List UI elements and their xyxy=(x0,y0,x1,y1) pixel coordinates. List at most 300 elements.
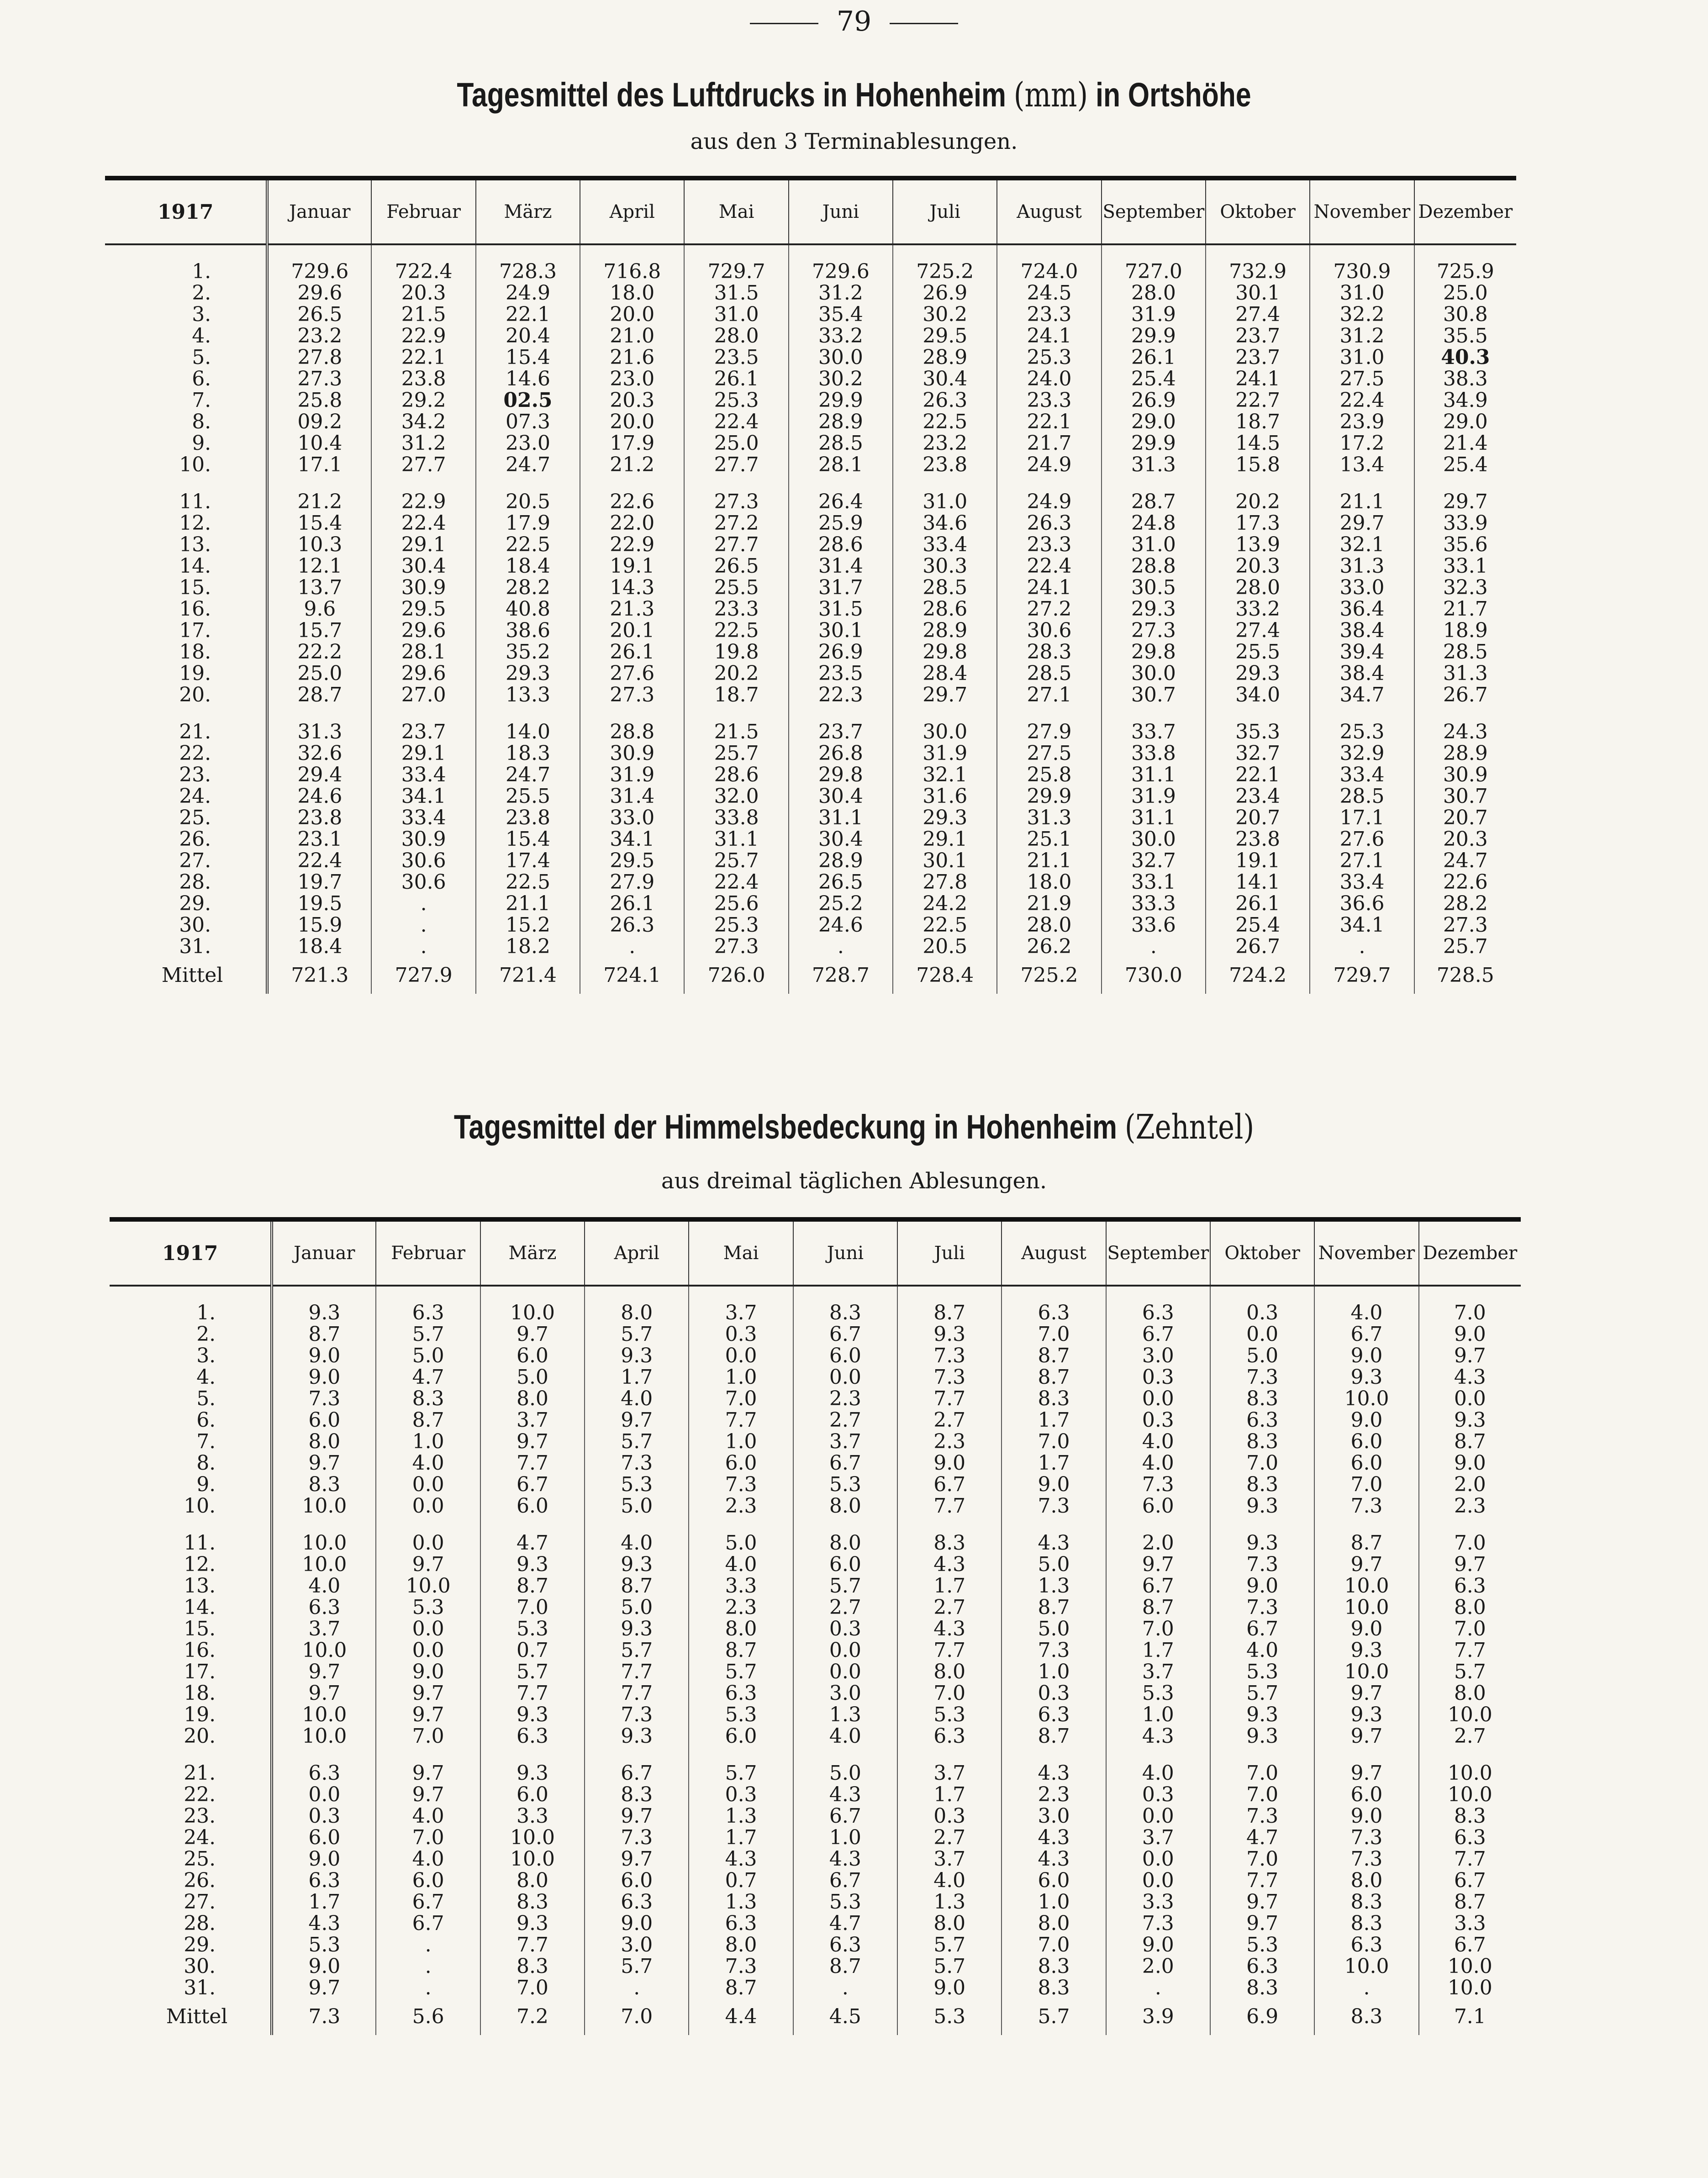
spacer-row xyxy=(105,706,1516,721)
month-header: September xyxy=(1106,1219,1210,1286)
spacer-cell xyxy=(580,706,684,721)
value-cell: 9.0 xyxy=(1314,1805,1418,1827)
value-cell: 31.3 xyxy=(1310,555,1414,577)
day-label: 15. xyxy=(110,1618,272,1640)
value-cell: 9.7 xyxy=(1210,1891,1314,1913)
value-cell: 6.0 xyxy=(1314,1431,1418,1452)
month-header: Juli xyxy=(897,1219,1002,1286)
value-cell: 22.0 xyxy=(580,512,684,534)
value-cell: 9.0 xyxy=(272,1345,376,1366)
value-cell: 24.1 xyxy=(997,577,1101,598)
value-cell: 32.2 xyxy=(1310,304,1414,325)
value-cell: 2.3 xyxy=(1002,1784,1106,1805)
value-cell: 23.3 xyxy=(997,304,1101,325)
mittel-value: 8.3 xyxy=(1314,1999,1418,2035)
value-cell: 7.3 xyxy=(585,1827,689,1848)
value-cell: 9.7 xyxy=(480,1324,585,1345)
value-cell: 2.0 xyxy=(1419,1474,1521,1495)
value-cell: 30.9 xyxy=(371,828,475,850)
value-cell: 4.3 xyxy=(793,1784,897,1805)
day-label: 29. xyxy=(110,1934,272,1956)
value-cell: 27.0 xyxy=(371,684,475,706)
value-cell: 22.9 xyxy=(371,325,475,347)
value-cell: 9.7 xyxy=(585,1848,689,1870)
value-cell: 6.7 xyxy=(1210,1618,1314,1640)
spacer-cell xyxy=(105,706,267,721)
value-cell: 6.7 xyxy=(1419,1870,1521,1891)
value-cell: 0.0 xyxy=(376,1640,480,1661)
value-cell: 7.3 xyxy=(1210,1597,1314,1618)
value-cell: 25.5 xyxy=(476,786,580,807)
value-cell: 9.0 xyxy=(1314,1409,1418,1431)
value-cell: 14.5 xyxy=(1206,432,1310,454)
value-cell: 26.9 xyxy=(789,641,893,663)
value-cell: 27.1 xyxy=(1310,850,1414,871)
value-cell: 8.7 xyxy=(1314,1532,1418,1554)
table-row xyxy=(105,684,1516,706)
month-header: Januar xyxy=(267,178,371,244)
value-cell: 9.3 xyxy=(272,1302,376,1324)
value-cell: 6.0 xyxy=(793,1554,897,1575)
value-cell: 29.3 xyxy=(893,807,997,828)
day-label: 12. xyxy=(105,512,267,534)
value-cell: 25.9 xyxy=(789,512,893,534)
value-cell: 3.3 xyxy=(480,1805,585,1827)
value-cell: 6.0 xyxy=(480,1495,585,1517)
value-cell: 39.4 xyxy=(1310,641,1414,663)
value-cell: 9.0 xyxy=(376,1661,480,1682)
value-cell: 22.6 xyxy=(1414,871,1516,893)
spacer-cell xyxy=(793,1286,897,1302)
day-label: 27. xyxy=(110,1891,272,1913)
value-cell: 9.7 xyxy=(376,1554,480,1575)
value-cell: 28.0 xyxy=(684,325,788,347)
value-cell: 24.0 xyxy=(997,368,1101,390)
value-cell: 9.3 xyxy=(1314,1704,1418,1725)
value-cell: 23.7 xyxy=(789,721,893,743)
value-cell: 31.1 xyxy=(1102,764,1206,786)
mittel-value: 7.2 xyxy=(480,1999,585,2035)
value-cell: 31.2 xyxy=(1310,325,1414,347)
value-cell: 29.9 xyxy=(1102,432,1206,454)
value-cell: 33.4 xyxy=(1310,871,1414,893)
value-cell: . xyxy=(1310,936,1414,957)
value-cell: 8.3 xyxy=(272,1474,376,1495)
mittel-value: 728.4 xyxy=(893,957,997,994)
value-cell: 8.3 xyxy=(480,1956,585,1977)
value-cell: 1.7 xyxy=(897,1784,1002,1805)
spacer-cell xyxy=(1210,1286,1314,1302)
value-cell: 31.3 xyxy=(997,807,1101,828)
day-label: 7. xyxy=(105,390,267,411)
value-cell: 7.0 xyxy=(480,1977,585,1999)
value-cell: 29.5 xyxy=(371,598,475,620)
value-cell: 9.7 xyxy=(272,1682,376,1704)
value-cell: 5.7 xyxy=(585,1956,689,1977)
value-cell: 7.7 xyxy=(1419,1848,1521,1870)
value-cell: 4.0 xyxy=(585,1532,689,1554)
value-cell: 6.3 xyxy=(585,1891,689,1913)
value-cell: 30.8 xyxy=(1414,304,1516,325)
value-cell: 15.4 xyxy=(476,347,580,368)
day-label: 4. xyxy=(110,1366,272,1388)
table-row xyxy=(105,807,1516,828)
value-cell: 22.1 xyxy=(997,411,1101,432)
table-row xyxy=(110,1682,1521,1704)
value-cell: 30.0 xyxy=(893,721,997,743)
value-cell: 30.2 xyxy=(789,368,893,390)
value-cell: 0.3 xyxy=(1002,1682,1106,1704)
value-cell: 10.0 xyxy=(1419,1977,1521,1999)
value-cell: 4.3 xyxy=(793,1848,897,1870)
value-cell: 6.3 xyxy=(272,1597,376,1618)
value-cell: 9.3 xyxy=(585,1345,689,1366)
value-cell: 4.3 xyxy=(1106,1725,1210,1747)
value-cell: 31.4 xyxy=(789,555,893,577)
month-header: April xyxy=(585,1219,689,1286)
value-cell: 10.3 xyxy=(267,534,371,555)
value-cell: 7.7 xyxy=(585,1682,689,1704)
value-cell: 23.8 xyxy=(371,368,475,390)
value-cell: 12.1 xyxy=(267,555,371,577)
value-cell: 722.4 xyxy=(371,261,475,282)
value-cell: 34.6 xyxy=(893,512,997,534)
day-label: 18. xyxy=(110,1682,272,1704)
value-cell: 2.3 xyxy=(793,1388,897,1409)
day-label: 23. xyxy=(105,764,267,786)
value-cell: 10.0 xyxy=(272,1495,376,1517)
value-cell: 0.0 xyxy=(1210,1324,1314,1345)
value-cell: 25.0 xyxy=(684,432,788,454)
value-cell: 0.3 xyxy=(689,1324,793,1345)
value-cell: 23.8 xyxy=(476,807,580,828)
value-cell: 5.3 xyxy=(1210,1661,1314,1682)
value-cell: 27.9 xyxy=(997,721,1101,743)
value-cell: 8.0 xyxy=(793,1532,897,1554)
value-cell: 26.3 xyxy=(997,512,1101,534)
value-cell: 02.5 xyxy=(476,390,580,411)
value-cell: 8.3 xyxy=(1314,1891,1418,1913)
value-cell: 24.3 xyxy=(1414,721,1516,743)
value-cell: 33.4 xyxy=(371,764,475,786)
value-cell: 29.7 xyxy=(1310,512,1414,534)
value-cell: 9.0 xyxy=(1419,1324,1521,1345)
value-cell: . xyxy=(585,1977,689,1999)
value-cell: 7.3 xyxy=(1314,1848,1418,1870)
spacer-cell xyxy=(893,475,997,491)
value-cell: 10.0 xyxy=(1314,1661,1418,1682)
value-cell: 38.4 xyxy=(1310,620,1414,641)
value-cell: 25.4 xyxy=(1414,454,1516,475)
value-cell: 6.0 xyxy=(1106,1495,1210,1517)
value-cell: 20.4 xyxy=(476,325,580,347)
value-cell: 10.0 xyxy=(1314,1575,1418,1597)
value-cell: 25.7 xyxy=(684,850,788,871)
value-cell: 8.7 xyxy=(1419,1431,1521,1452)
value-cell: 9.7 xyxy=(480,1431,585,1452)
table2-title-main: Tagesmittel der Himmelsbedeckung in Hohenheim xyxy=(453,1108,1117,1146)
value-cell: 29.6 xyxy=(371,663,475,684)
table-row xyxy=(110,1640,1521,1661)
month-header: Juli xyxy=(893,178,997,244)
table-row xyxy=(105,390,1516,411)
value-cell: 33.4 xyxy=(893,534,997,555)
value-cell: 24.9 xyxy=(476,282,580,304)
value-cell: 1.7 xyxy=(1002,1409,1106,1431)
month-header: Februar xyxy=(371,178,475,244)
value-cell: 7.3 xyxy=(585,1704,689,1725)
value-cell: 26.7 xyxy=(1206,936,1310,957)
value-cell: 30.5 xyxy=(1102,577,1206,598)
value-cell: . xyxy=(376,1977,480,1999)
value-cell: 27.2 xyxy=(684,512,788,534)
value-cell: 0.0 xyxy=(793,1661,897,1682)
value-cell: 5.3 xyxy=(480,1618,585,1640)
value-cell: 7.3 xyxy=(585,1452,689,1474)
value-cell: 28.5 xyxy=(997,663,1101,684)
table-row xyxy=(105,577,1516,598)
value-cell: . xyxy=(1314,1977,1418,1999)
value-cell: 34.1 xyxy=(580,828,684,850)
spacer-cell xyxy=(689,1517,793,1532)
value-cell: 30.0 xyxy=(1102,663,1206,684)
value-cell: 07.3 xyxy=(476,411,580,432)
value-cell: 21.2 xyxy=(580,454,684,475)
value-cell: 8.0 xyxy=(480,1870,585,1891)
value-cell: 9.7 xyxy=(376,1704,480,1725)
value-cell: 29.7 xyxy=(893,684,997,706)
value-cell: 28.8 xyxy=(1102,555,1206,577)
day-label: 3. xyxy=(110,1345,272,1366)
table-row xyxy=(105,850,1516,871)
value-cell: 6.3 xyxy=(272,1870,376,1891)
value-cell: 6.7 xyxy=(376,1891,480,1913)
value-cell: 4.0 xyxy=(689,1554,793,1575)
spacer-cell xyxy=(684,706,788,721)
value-cell: 31.0 xyxy=(1310,282,1414,304)
value-cell: 25.3 xyxy=(1310,721,1414,743)
value-cell: 7.7 xyxy=(689,1409,793,1431)
value-cell: 19.1 xyxy=(580,555,684,577)
value-cell: 36.4 xyxy=(1310,598,1414,620)
day-label: 26. xyxy=(110,1870,272,1891)
value-cell: 26.1 xyxy=(1102,347,1206,368)
value-cell: 716.8 xyxy=(580,261,684,282)
value-cell: 24.7 xyxy=(1414,850,1516,871)
day-label: 21. xyxy=(110,1762,272,1784)
value-cell: 1.3 xyxy=(793,1704,897,1725)
value-cell: 30.1 xyxy=(893,850,997,871)
day-label: 23. xyxy=(110,1805,272,1827)
value-cell: 31.1 xyxy=(789,807,893,828)
value-cell: 27.3 xyxy=(580,684,684,706)
value-cell: 0.3 xyxy=(1106,1409,1210,1431)
value-cell: 10.0 xyxy=(1314,1597,1418,1618)
table1-title xyxy=(154,75,1555,115)
spacer-cell xyxy=(1314,1286,1418,1302)
pressure-table xyxy=(105,176,1516,994)
value-cell: 8.3 xyxy=(376,1388,480,1409)
mittel-value: 5.3 xyxy=(897,1999,1002,2035)
value-cell: 1.7 xyxy=(585,1366,689,1388)
value-cell: 27.8 xyxy=(267,347,371,368)
value-cell: 2.7 xyxy=(793,1409,897,1431)
value-cell: 27.3 xyxy=(267,368,371,390)
value-cell: 9.0 xyxy=(1314,1345,1418,1366)
spacer-cell xyxy=(1419,1747,1521,1762)
spacer-cell xyxy=(689,1747,793,1762)
value-cell: 7.0 xyxy=(376,1725,480,1747)
day-label: 24. xyxy=(110,1827,272,1848)
value-cell: 21.2 xyxy=(267,491,371,512)
value-cell: 33.1 xyxy=(1102,871,1206,893)
spacer-cell xyxy=(684,475,788,491)
value-cell: 27.5 xyxy=(1310,368,1414,390)
value-cell: 3.7 xyxy=(480,1409,585,1431)
day-label: 26. xyxy=(105,828,267,850)
value-cell: 28.6 xyxy=(684,764,788,786)
value-cell: 724.0 xyxy=(997,261,1101,282)
day-label: 2. xyxy=(110,1324,272,1345)
spacer-cell xyxy=(684,244,788,261)
value-cell: 30.6 xyxy=(371,871,475,893)
value-cell: 09.2 xyxy=(267,411,371,432)
value-cell: 24.7 xyxy=(476,764,580,786)
value-cell: 6.7 xyxy=(793,1324,897,1345)
value-cell: 27.7 xyxy=(684,534,788,555)
value-cell: 6.7 xyxy=(585,1762,689,1784)
value-cell: 27.5 xyxy=(997,743,1101,764)
value-cell: 8.0 xyxy=(1314,1870,1418,1891)
value-cell: 9.3 xyxy=(480,1762,585,1784)
value-cell: 4.3 xyxy=(1002,1532,1106,1554)
value-cell: 27.3 xyxy=(684,936,788,957)
value-cell: 29.8 xyxy=(1102,641,1206,663)
value-cell: 31.0 xyxy=(684,304,788,325)
day-label: 20. xyxy=(105,684,267,706)
value-cell: 29.3 xyxy=(1102,598,1206,620)
value-cell: 6.3 xyxy=(1210,1956,1314,1977)
value-cell: 18.7 xyxy=(1206,411,1310,432)
value-cell: 7.0 xyxy=(1419,1302,1521,1324)
value-cell: 34.9 xyxy=(1414,390,1516,411)
mittel-value: 729.7 xyxy=(1310,957,1414,994)
table-row xyxy=(110,1345,1521,1366)
value-cell: 6.7 xyxy=(1314,1324,1418,1345)
spacer-cell xyxy=(793,1747,897,1762)
value-cell: 8.7 xyxy=(689,1977,793,1999)
value-cell: 7.3 xyxy=(1210,1366,1314,1388)
value-cell: 30.0 xyxy=(1102,828,1206,850)
value-cell: 0.0 xyxy=(376,1618,480,1640)
mittel-value: 728.7 xyxy=(789,957,893,994)
value-cell: 10.0 xyxy=(1419,1704,1521,1725)
spacer-cell xyxy=(1314,1747,1418,1762)
value-cell: 8.3 xyxy=(1210,1431,1314,1452)
value-cell: 28.2 xyxy=(1414,893,1516,914)
value-cell: 3.0 xyxy=(1002,1805,1106,1827)
spacer-cell xyxy=(1102,244,1206,261)
value-cell: 20.3 xyxy=(580,390,684,411)
value-cell: 0.0 xyxy=(689,1345,793,1366)
value-cell: 20.2 xyxy=(1206,491,1310,512)
table-row xyxy=(110,1302,1521,1324)
value-cell: 33.4 xyxy=(371,807,475,828)
value-cell: 9.0 xyxy=(272,1956,376,1977)
day-label: 2. xyxy=(105,282,267,304)
value-cell: 19.8 xyxy=(684,641,788,663)
value-cell: 9.3 xyxy=(585,1554,689,1575)
value-cell: 0.0 xyxy=(376,1474,480,1495)
value-cell: 2.3 xyxy=(689,1495,793,1517)
value-cell: 34.1 xyxy=(1310,914,1414,936)
value-cell: 9.3 xyxy=(897,1324,1002,1345)
mittel-value: 7.0 xyxy=(585,1999,689,2035)
table-row xyxy=(110,1495,1521,1517)
value-cell: 8.7 xyxy=(1002,1725,1106,1747)
value-cell: 23.1 xyxy=(267,828,371,850)
value-cell: 7.7 xyxy=(480,1452,585,1474)
value-cell: 30.1 xyxy=(789,620,893,641)
table2-title xyxy=(154,1107,1555,1147)
value-cell: 20.3 xyxy=(1206,555,1310,577)
value-cell: 9.7 xyxy=(376,1784,480,1805)
value-cell: 4.0 xyxy=(1106,1452,1210,1474)
value-cell: 6.3 xyxy=(689,1682,793,1704)
value-cell: 28.6 xyxy=(789,534,893,555)
value-cell: 28.6 xyxy=(893,598,997,620)
value-cell: 5.7 xyxy=(1210,1682,1314,1704)
table2-title-unit: (Zehntel) xyxy=(1124,1107,1255,1147)
value-cell: 9.3 xyxy=(480,1913,585,1934)
month-header: Mai xyxy=(684,178,788,244)
day-label: 22. xyxy=(110,1784,272,1805)
value-cell: 34.7 xyxy=(1310,684,1414,706)
spacer-cell xyxy=(1310,475,1414,491)
value-cell: 5.7 xyxy=(480,1661,585,1682)
spacer-cell xyxy=(1206,475,1310,491)
value-cell: 31.3 xyxy=(1102,454,1206,475)
day-label: 9. xyxy=(110,1474,272,1495)
value-cell: 31.9 xyxy=(1102,304,1206,325)
table-row xyxy=(110,1805,1521,1827)
value-cell: 28.5 xyxy=(789,432,893,454)
value-cell: . xyxy=(580,936,684,957)
spacer-cell xyxy=(1414,475,1516,491)
value-cell: 15.4 xyxy=(476,828,580,850)
value-cell: 17.1 xyxy=(1310,807,1414,828)
day-label: 8. xyxy=(105,411,267,432)
value-cell: 27.1 xyxy=(997,684,1101,706)
value-cell: 5.7 xyxy=(585,1324,689,1345)
value-cell: 27.7 xyxy=(371,454,475,475)
day-label: 14. xyxy=(105,555,267,577)
value-cell: 4.3 xyxy=(1002,1762,1106,1784)
value-cell: 5.7 xyxy=(376,1324,480,1345)
value-cell: 4.0 xyxy=(376,1848,480,1870)
value-cell: 7.3 xyxy=(689,1956,793,1977)
value-cell: 31.1 xyxy=(684,828,788,850)
value-cell: 32.7 xyxy=(1206,743,1310,764)
value-cell: 25.8 xyxy=(997,764,1101,786)
value-cell: 32.1 xyxy=(893,764,997,786)
value-cell: 6.7 xyxy=(897,1474,1002,1495)
spacer-cell xyxy=(585,1286,689,1302)
value-cell: 4.3 xyxy=(272,1913,376,1934)
day-label: 16. xyxy=(110,1640,272,1661)
value-cell: 9.3 xyxy=(1314,1640,1418,1661)
value-cell: 27.3 xyxy=(1414,914,1516,936)
